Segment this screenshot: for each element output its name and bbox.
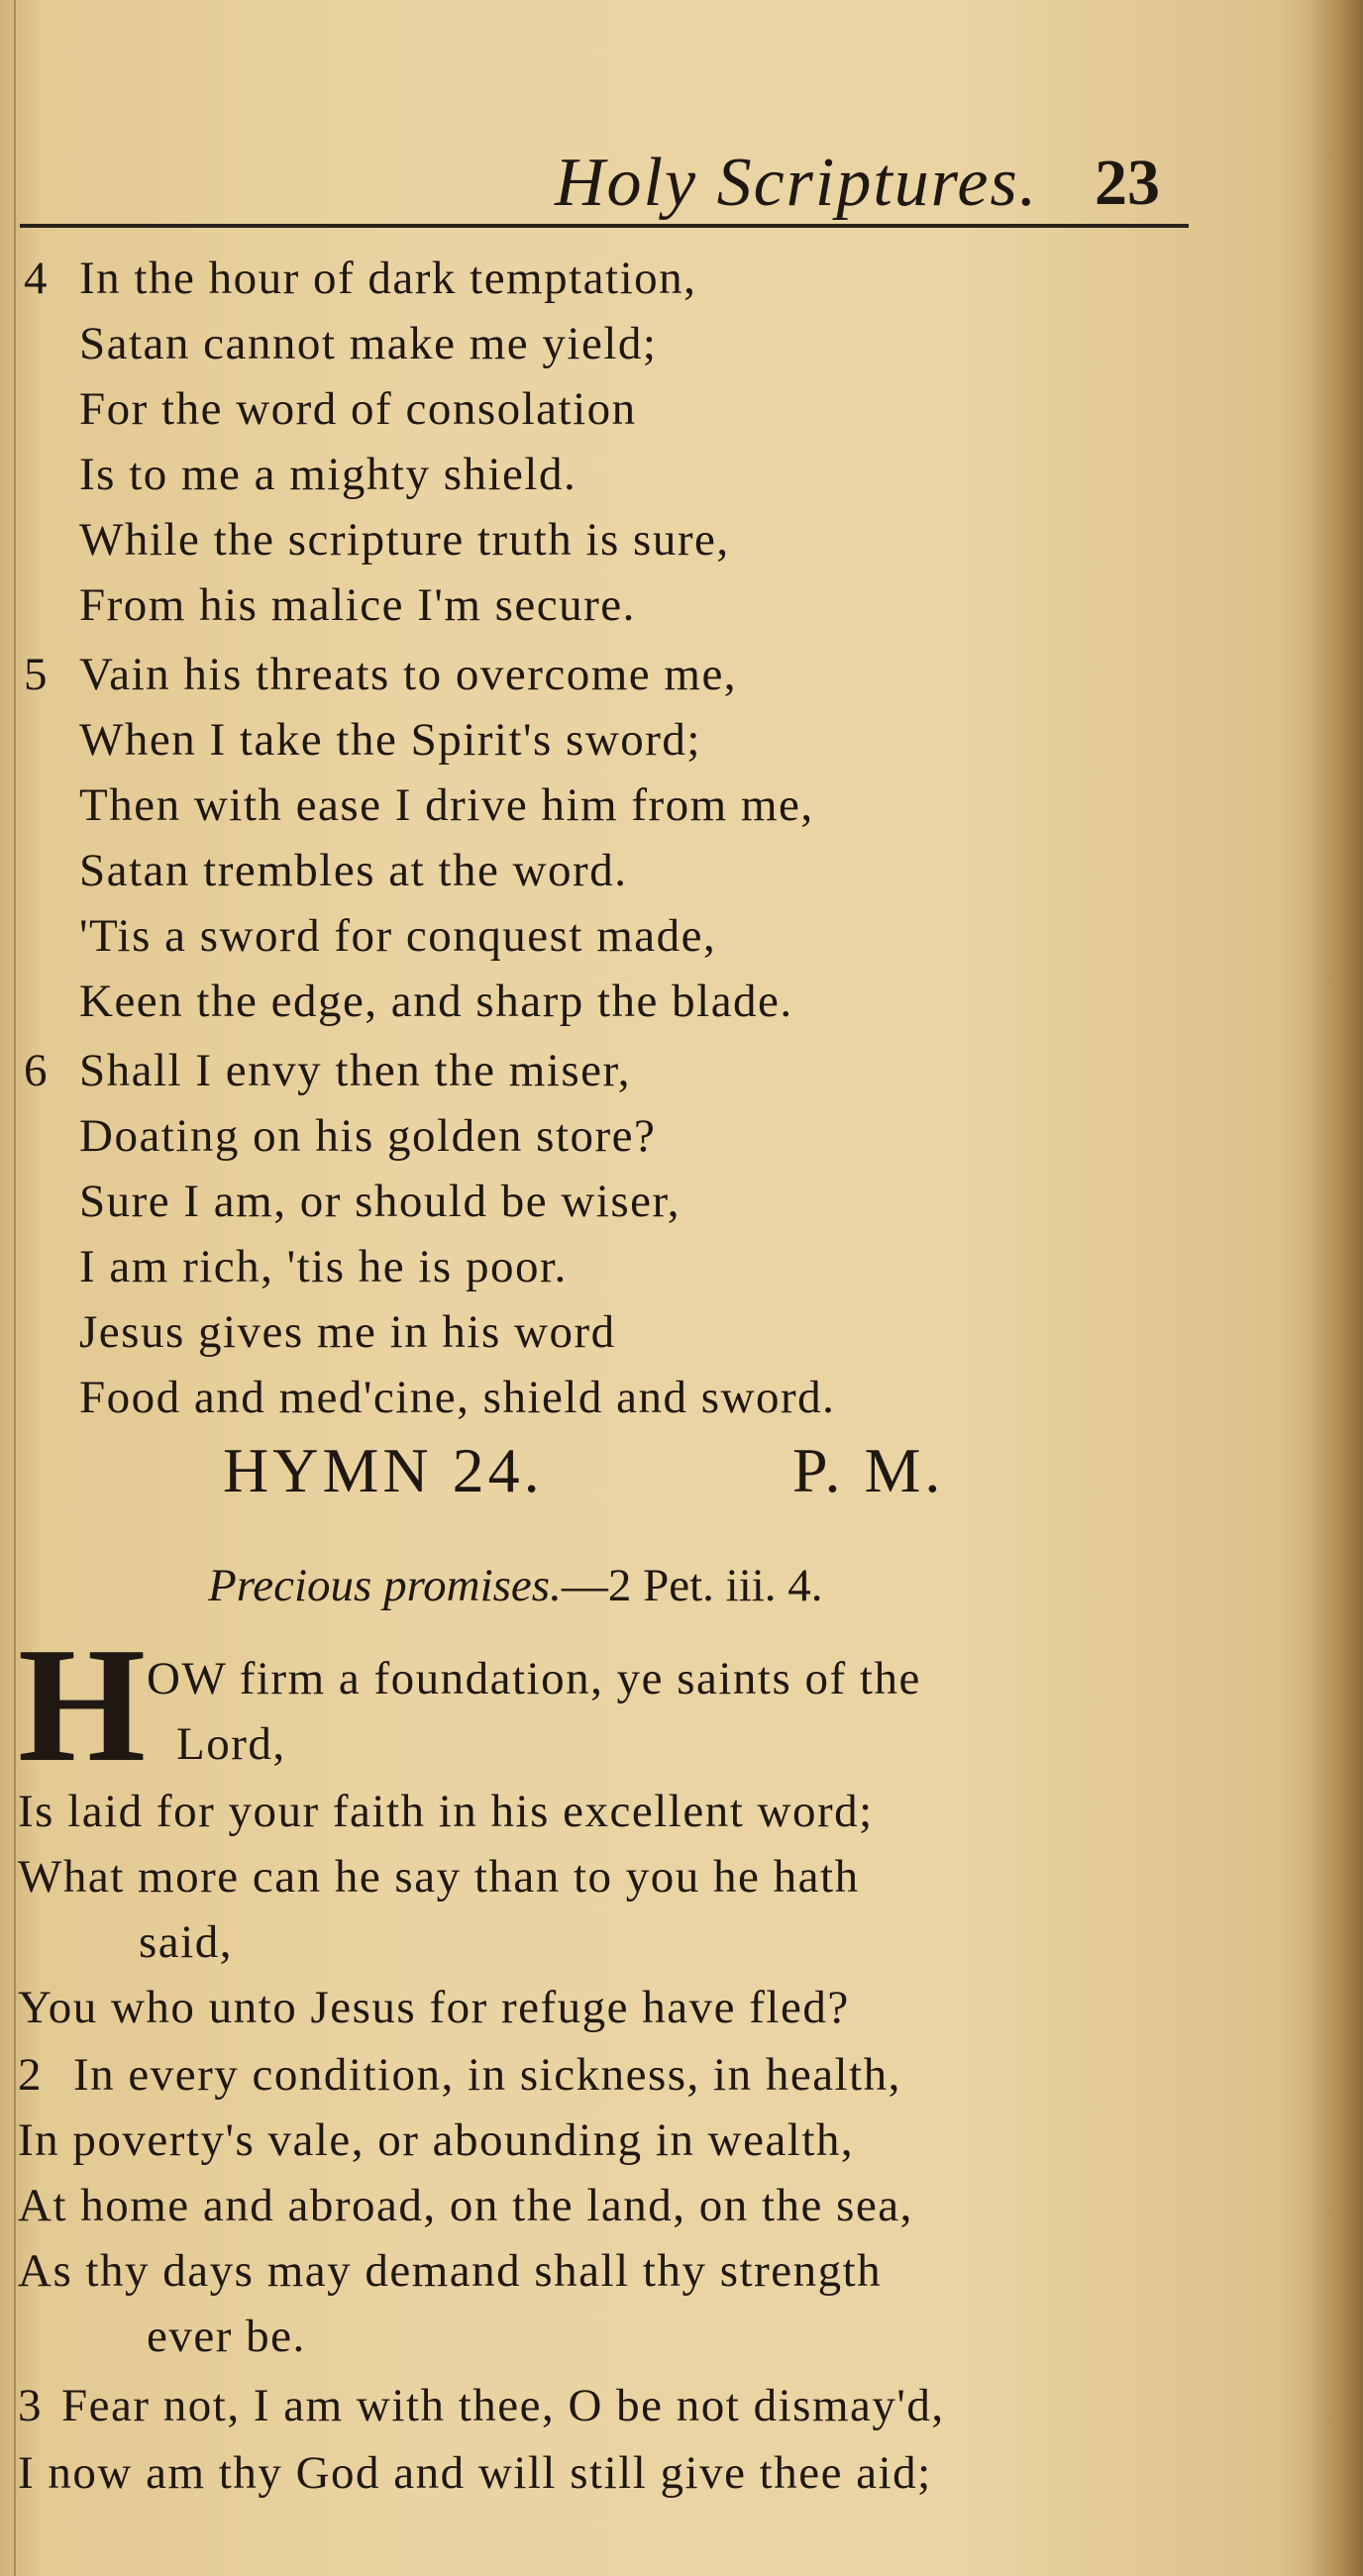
verse-text: OW firm a foundation, ye saints of the — [147, 1653, 921, 1704]
verse-text: Food and med'cine, shield and sword. — [79, 1372, 836, 1423]
verse-text: At home and abroad, on the land, on the sea, — [18, 2180, 913, 2231]
stanza-4-line-5 — [0, 507, 1248, 572]
stanza-4-line-3 — [0, 376, 1248, 442]
verse-text: ever be. — [147, 2311, 306, 2362]
stanza-5-line-2 — [0, 707, 1248, 773]
stanza-5-line-5 — [0, 903, 1248, 969]
hymn-number: HYMN 24. — [223, 1435, 544, 1505]
hymn-verse-1-line-4 — [0, 1844, 1248, 1909]
verse-text: What more can he say than to you he hath — [18, 1851, 860, 1903]
hymn-verse-3-line-2 — [0, 2440, 1248, 2506]
stanza-6-line-2 — [0, 1103, 1248, 1169]
verse-text: I now am thy God and will still give thee aid; — [18, 2447, 932, 2499]
verse-number: 2 — [18, 2049, 43, 2101]
verse-text: said, — [139, 1916, 233, 1968]
stanza-5-line-1 — [0, 642, 1248, 707]
stanza-number: 6 — [24, 1045, 49, 1096]
verse-text: For the word of consolation — [79, 383, 637, 435]
verse-text: Sure I am, or should be wiser, — [79, 1176, 682, 1227]
header-rule — [20, 224, 1189, 228]
stanza-6-line-4 — [0, 1234, 1248, 1299]
verse-text: Satan trembles at the word. — [79, 845, 628, 896]
stanza-4-line-2 — [0, 311, 1248, 376]
verse-text: Then with ease I drive him from me, — [79, 779, 814, 831]
hymn-subtitle — [208, 1550, 823, 1621]
hymn-theme: Precious promises. — [208, 1560, 562, 1611]
running-head — [0, 139, 1363, 228]
verse-text: 'Tis a sword for conquest made, — [79, 910, 717, 962]
hymn-heading — [0, 1426, 1363, 1515]
hymn-verse-2-line-3 — [0, 2173, 1248, 2238]
hymn-verse-2-line-2 — [0, 2108, 1248, 2173]
page-edge-shadow — [1309, 0, 1363, 2576]
scripture-reference: —2 Pet. iii. 4. — [561, 1560, 823, 1611]
verse-text: In the hour of dark temptation, — [79, 253, 697, 304]
stanza-5-line-6 — [0, 969, 1248, 1034]
stanza-6-line-5 — [0, 1299, 1248, 1365]
stanza-6-line-1 — [0, 1038, 1248, 1103]
verse-text: You who unto Jesus for refuge have fled? — [18, 1982, 850, 2033]
verse-text: Is to me a mighty shield. — [79, 449, 577, 500]
verse-text: Keen the edge, and sharp the blade. — [79, 976, 793, 1027]
verse-text: When I take the Spirit's sword; — [79, 714, 701, 766]
hymn-verse-2-line-1 — [0, 2042, 1248, 2108]
hymn-verse-1-line-3 — [0, 1779, 1248, 1844]
stanza-number: 4 — [24, 253, 49, 304]
verse-text: As thy days may demand shall thy strength — [18, 2245, 883, 2297]
verse-text: Vain his threats to overcome me, — [79, 649, 738, 700]
stanza-5-line-4 — [0, 838, 1248, 903]
verse-text: In every condition, in sickness, in health, — [73, 2049, 901, 2101]
verse-text: Is laid for your faith in his excellent word; — [18, 1786, 874, 1837]
hymn-verse-1-line-1 — [0, 1646, 1248, 1711]
page-number: 23 — [1095, 147, 1160, 219]
verse-text: Shall I envy then the miser, — [79, 1045, 632, 1096]
stanza-5-line-3 — [0, 773, 1248, 838]
hymn-verse-3-line-1 — [0, 2373, 1248, 2438]
hymn-verse-1-line-5 — [0, 1909, 1248, 1975]
hymn-meter: P. M. — [792, 1435, 945, 1505]
verse-text: In poverty's vale, or abounding in wealth, — [18, 2114, 855, 2166]
verse-text: Jesus gives me in his word — [79, 1306, 616, 1358]
verse-text: Doating on his golden store? — [79, 1110, 657, 1162]
verse-text: I am rich, 'tis he is poor. — [79, 1241, 568, 1292]
hymn-verse-2-line-4 — [0, 2238, 1248, 2304]
stanza-6-line-6 — [0, 1365, 1248, 1430]
verse-number: 3 — [18, 2380, 43, 2431]
hymn-verse-1-line-2 — [0, 1711, 1248, 1777]
drop-cap: H — [18, 1613, 147, 1796]
hymn-verse-2-line-5 — [0, 2304, 1248, 2369]
running-title: Holy Scriptures. — [555, 145, 1039, 221]
verse-text: From his malice I'm secure. — [79, 579, 636, 631]
verse-text: While the scripture truth is sure, — [79, 514, 730, 566]
hymn-verse-1-line-6 — [0, 1975, 1248, 2040]
stanza-4-line-4 — [0, 442, 1248, 507]
verse-text: Lord, — [176, 1718, 286, 1770]
stanza-6-line-3 — [0, 1169, 1248, 1234]
stanza-number: 5 — [24, 649, 49, 700]
verse-text: Satan cannot make me yield; — [79, 318, 658, 369]
verse-text: Fear not, I am with thee, O be not dismay'd, — [61, 2380, 945, 2431]
stanza-4-line-1 — [0, 246, 1248, 311]
stanza-4-line-6 — [0, 572, 1248, 638]
